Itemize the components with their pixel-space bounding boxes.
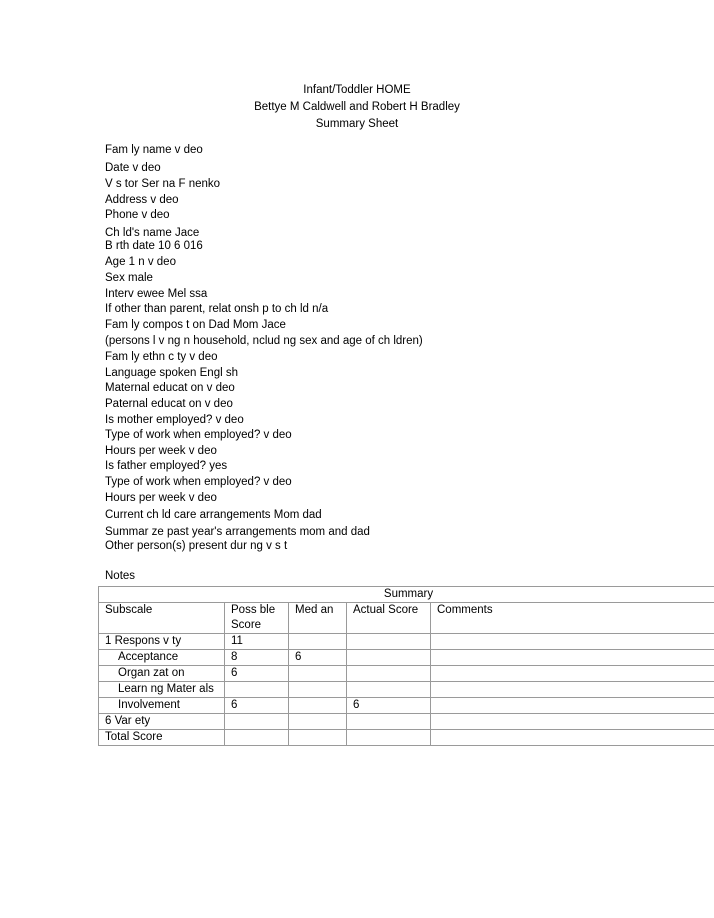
table-row xyxy=(99,666,714,682)
row-median xyxy=(289,730,347,746)
table-row xyxy=(99,730,714,746)
field-maternal-education: Maternal educat on v deo xyxy=(105,382,235,394)
document-header xyxy=(0,82,714,133)
field-child-name: Ch ld's name Jace xyxy=(105,227,200,239)
row-comments xyxy=(431,698,714,714)
row-median xyxy=(289,682,347,698)
row-actual-score xyxy=(347,714,431,730)
table-row xyxy=(99,650,714,666)
row-possible-score xyxy=(225,714,289,730)
header-subscale: Subscale xyxy=(99,603,225,634)
summary-table xyxy=(98,586,714,746)
document-authors: Bettye M Caldwell and Robert H Bradley xyxy=(254,101,460,113)
row-median: 6 xyxy=(289,650,347,666)
row-actual-score xyxy=(347,666,431,682)
field-paternal-education: Paternal educat on v deo xyxy=(105,398,233,410)
field-composition-note: (persons l v ng n household, nclud ng sex and age of ch ldren) xyxy=(105,335,423,347)
row-median xyxy=(289,634,347,650)
summary-title: Summary xyxy=(99,587,714,603)
field-sex: Sex male xyxy=(105,272,153,284)
table-header-row xyxy=(99,603,714,634)
row-subscale: Organ zat on xyxy=(99,666,225,682)
row-subscale: Involvement xyxy=(99,698,225,714)
header-median: Med an xyxy=(289,603,347,634)
row-subscale: Learn ng Mater als xyxy=(99,682,225,698)
document-subtitle: Summary Sheet xyxy=(315,118,399,130)
row-actual-score xyxy=(347,650,431,666)
row-possible-score: 8 xyxy=(225,650,289,666)
field-father-hours: Hours per week v deo xyxy=(105,492,217,504)
document-title: Infant/Toddler HOME xyxy=(303,84,411,96)
row-subscale: Total Score xyxy=(99,730,225,746)
summary-title-row xyxy=(99,587,714,603)
field-relationship: If other than parent, relat onsh p to ch ld n/a xyxy=(105,303,329,315)
table-row xyxy=(99,682,714,698)
row-subscale: Acceptance xyxy=(99,650,225,666)
field-father-employed: Is father employed? yes xyxy=(105,460,228,472)
row-comments xyxy=(431,650,714,666)
row-possible-score xyxy=(225,682,289,698)
row-possible-score xyxy=(225,730,289,746)
row-comments xyxy=(431,714,714,730)
field-family-ethnicity: Fam ly ethn c ty v deo xyxy=(105,351,218,363)
field-interviewee: Interv ewee Mel ssa xyxy=(105,288,208,300)
field-birth-date: B rth date 10 6 016 xyxy=(105,240,203,252)
notes-label: Notes xyxy=(105,570,136,582)
field-family-name: Fam ly name v deo xyxy=(105,144,203,156)
row-comments xyxy=(431,730,714,746)
row-comments xyxy=(431,634,714,650)
field-mother-work-type: Type of work when employed? v deo xyxy=(105,429,292,441)
field-visitor: V s tor Ser na F nenko xyxy=(105,178,221,190)
row-median xyxy=(289,666,347,682)
field-language: Language spoken Engl sh xyxy=(105,367,238,379)
table-row xyxy=(99,634,714,650)
field-family-composition: Fam ly compos t on Dad Mom Jace xyxy=(105,319,286,331)
field-persons-present: Other person(s) present dur ng v s t xyxy=(105,540,288,552)
row-actual-score xyxy=(347,634,431,650)
field-mother-hours: Hours per week v deo xyxy=(105,445,217,457)
row-subscale: 6 Var ety xyxy=(99,714,225,730)
header-actual-score: Actual Score xyxy=(347,603,431,634)
row-possible-score: 6 xyxy=(225,666,289,682)
row-comments xyxy=(431,682,714,698)
row-median xyxy=(289,698,347,714)
row-subscale: 1 Respons v ty xyxy=(99,634,225,650)
field-address: Address v deo xyxy=(105,194,179,206)
row-actual-score xyxy=(347,682,431,698)
field-phone: Phone v deo xyxy=(105,209,170,221)
header-possible-score: Poss ble Score xyxy=(225,603,289,634)
table-row xyxy=(99,714,714,730)
header-comments: Comments xyxy=(431,603,714,634)
field-date: Date v deo xyxy=(105,162,161,174)
field-past-arrangements: Summar ze past year's arrangements mom and dad xyxy=(105,526,370,538)
table-row xyxy=(99,698,714,714)
row-possible-score: 11 xyxy=(225,634,289,650)
row-actual-score xyxy=(347,730,431,746)
row-median xyxy=(289,714,347,730)
row-comments xyxy=(431,666,714,682)
field-father-work-type: Type of work when employed? v deo xyxy=(105,476,292,488)
row-possible-score: 6 xyxy=(225,698,289,714)
field-child-care: Current ch ld care arrangements Mom dad xyxy=(105,509,322,521)
row-actual-score: 6 xyxy=(347,698,431,714)
field-age: Age 1 n v deo xyxy=(105,256,176,268)
field-mother-employed: Is mother employed? v deo xyxy=(105,414,244,426)
